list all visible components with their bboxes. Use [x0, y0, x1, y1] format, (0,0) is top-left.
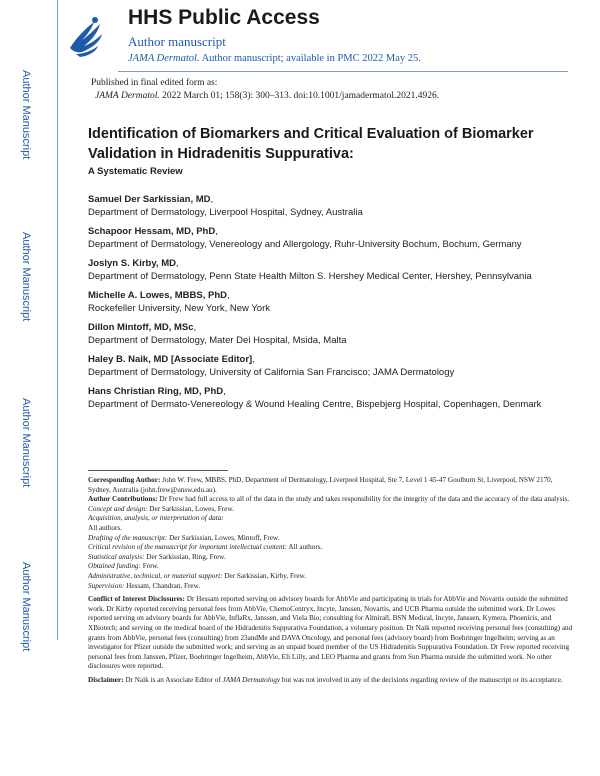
author-affiliation: Rockefeller University, New York, New York — [88, 303, 270, 314]
article-subtitle: A Systematic Review — [88, 166, 183, 177]
citation-details: 2022 March 01; 158(3): 300–313. doi:10.1001/jamadermatol.2021.4926. — [159, 91, 440, 101]
header-title: HHS Public Access — [128, 6, 320, 29]
author-entry: Schapoor Hessam, MD, PhD, Department of Dermatology, Venereology and Allergology, Ruhr-University Bochum, Bochum, Germany — [88, 225, 568, 252]
note-label: Statistical analysis: — [88, 552, 145, 561]
header-availability: Author manuscript; available in PMC 2022 May 25. — [199, 53, 421, 64]
author-name: Haley B. Naik, MD [Associate Editor] — [88, 354, 253, 365]
author-affiliation: Department of Dermatology, University of California San Francisco; JAMA Dermatology — [88, 367, 455, 378]
author-name: Hans Christian Ring, MD, PhD — [88, 386, 224, 397]
note-label: Administrative, technical, or material support: — [88, 571, 223, 580]
author-entry: Dillon Mintoff, MD, MSc, Department of Dermatology, Mater Dei Hospital, Msida, Malta — [88, 321, 568, 348]
note-text: Hessam, Chandran, Frew. — [124, 581, 201, 590]
article-title: Identification of Biomarkers and Critical Evaluation of Biomarker Validation in Hidradenitis Suppurativa: — [88, 126, 534, 162]
supervision-note — [88, 582, 573, 592]
author-affiliation: Department of Dermatology, Mater Dei Hospital, Msida, Malta — [88, 335, 347, 346]
note-label: Acquisition, analysis, or interpretation of data: — [88, 514, 224, 523]
note-text: Dr Frew had full access to all of the data in the study and takes responsibility for the integrity of the data and the accuracy of the data analysis. — [157, 495, 570, 504]
acquisition-note — [88, 514, 573, 524]
note-text: All authors. — [286, 543, 323, 552]
funding-note — [88, 562, 573, 572]
author-name: Samuel Der Sarkissian, MD — [88, 194, 211, 205]
conflict-note — [88, 595, 573, 672]
critical-revision-note — [88, 543, 573, 553]
author-entry: Hans Christian Ring, MD, PhD, Department of Dermato-Venereology & Wound Healing Centre, Bispebjerg Hospital, Copenhagen, Denmark — [88, 385, 568, 412]
note-text: Frew. — [140, 562, 159, 571]
note-text: Der Sarkissian, Ring, Frew. — [144, 552, 226, 561]
note-text: Dr Naik is an Associate Editor of — [123, 675, 223, 684]
author-affiliation: Department of Dermatology, Penn State Health Milton S. Hershey Medical Center, Hershey, Pennsylvania — [88, 271, 532, 282]
note-label: Critical revision of the manuscript for important intellectual content: — [88, 543, 287, 552]
note-text: Der Sarkissian, Lowes, Frew. — [147, 504, 234, 513]
header-rule — [118, 71, 568, 72]
publication-line: Published in final edited form as: — [91, 78, 218, 88]
header-note — [128, 53, 421, 64]
sidebar-label: Author Manuscript — [20, 562, 32, 652]
hhs-eagle-icon — [62, 8, 112, 63]
author-name: Michelle A. Lowes, MBBS, PhD — [88, 290, 228, 301]
contributions-note — [88, 495, 573, 505]
publication-info — [91, 77, 439, 103]
note-label: Drafting of the manuscript: — [88, 533, 168, 542]
sidebar-label: Author Manuscript — [20, 232, 32, 322]
note-text: Der Sarkissian, Lowes, Mintoff, Frew. — [167, 533, 280, 542]
sidebar-label: Author Manuscript — [20, 398, 32, 488]
margin-divider — [57, 0, 58, 640]
author-affiliation: Department of Dermato-Venereology & Wound Healing Centre, Bispebjerg Hospital, Copenhagen, Denmark — [88, 399, 542, 410]
note-label: Conflict of Interest Disclosures: — [88, 595, 185, 604]
author-affiliation: Department of Dermatology, Liverpool Hospital, Sydney, Australia — [88, 207, 363, 218]
author-entry: Joslyn S. Kirby, MD, Department of Dermatology, Penn State Health Milton S. Hershey Medical Center, Hershey, Pennsylvania — [88, 257, 568, 284]
note-text: Dr Hessam reported serving on advisory boards for AbbVie and participating in trials for AbbVie and Novartis outside the submitted work. Dr Kirby reported receiving personal fees from AbbVie, ChemoCentryx, Incyte, Janssen, Novartis, and UCB Pharma outside the submitted work. Dr Lowes reported serving on advisory boards for AbbVie, InflaRx, Janssen, and Viela Bio; consulting for Almirall, BSN Medical, Incyte, Janssen, Kymera, Phoenicis, and XBiotech; and serving on the medical board of the Hidradenitis Suppurativa Foundation, a voluntary position. Dr Naik reported receiving personal fees (consulting) and grants from AbbVie, personal fees (consulting) from 23andMe and DAVA Oncology, and personal fees (advisory board) from Boehringer Ingelheim; serving as an investigator for Pfizer outside the submitted work; and serving as an unpaid board member of the US Hidradenitis Suppurativa Foundation. Dr Frew reported receiving personal fees from Janssen, Pfizer, Boehringer Ingelheim, AbbVie, Eli Lilly, and LEO Pharma and grants from Sun Pharma outside the submitted work. No other disclosures were reported. — [88, 595, 573, 671]
acquisition-text: All authors. — [88, 523, 122, 532]
disclaimer-note — [88, 676, 573, 686]
note-label: Corresponding Author: — [88, 476, 161, 484]
drafting-note — [88, 534, 573, 544]
concept-note — [88, 505, 573, 515]
author-affiliation: Department of Dermatology, Venereology and Allergology, Ruhr-University Bochum, Bochum, Germany — [88, 239, 522, 250]
note-label: Concept and design: — [88, 504, 148, 513]
sidebar-label: Author Manuscript — [20, 70, 32, 160]
note-text: John W. Frew, MBBS, PhD, Department of Dermatology, Liverpool Hospital, Ste 7, Level 1 45-47 Goulburn St, Liverpool, NSW 2170, Sydney, Australia (john.frew@unsw.edu.au). — [88, 476, 553, 494]
sidebar — [0, 0, 50, 776]
author-name: Schapoor Hessam, MD, PhD — [88, 226, 216, 237]
note-label: Supervision: — [88, 581, 125, 590]
footnote-rule — [88, 470, 228, 471]
corresponding-author-note — [88, 476, 573, 495]
footnotes — [88, 476, 573, 685]
header-subtitle: Author manuscript — [128, 34, 226, 49]
note-label: Author Contributions: — [88, 495, 158, 504]
author-entry: Michelle A. Lowes, MBBS, PhD, Rockefeller University, New York, New York — [88, 289, 568, 316]
admin-note — [88, 572, 573, 582]
citation — [91, 90, 439, 103]
author-name: Dillon Mintoff, MD, MSc — [88, 322, 194, 333]
note-text: but was not involved in any of the decisions regarding review of the manuscript or its acceptance. — [280, 675, 563, 684]
author-entry: Samuel Der Sarkissian, MD, Department of Dermatology, Liverpool Hospital, Sydney, Australia — [88, 193, 568, 220]
author-entry: Haley B. Naik, MD [Associate Editor], Department of Dermatology, University of California San Francisco; JAMA Dermatology — [88, 353, 568, 380]
citation-journal: JAMA Dermatol. — [95, 91, 160, 101]
header-journal: JAMA Dermatol. — [128, 53, 200, 64]
note-label: Obtained funding: — [88, 562, 141, 571]
note-journal: JAMA Dermatology — [222, 675, 281, 684]
author-name: Joslyn S. Kirby, MD — [88, 258, 176, 269]
statistical-note — [88, 553, 573, 563]
note-label: Disclaimer: — [88, 675, 124, 684]
note-text: Der Sarkissian, Kirby, Frew. — [222, 571, 307, 580]
author-list — [88, 193, 568, 417]
